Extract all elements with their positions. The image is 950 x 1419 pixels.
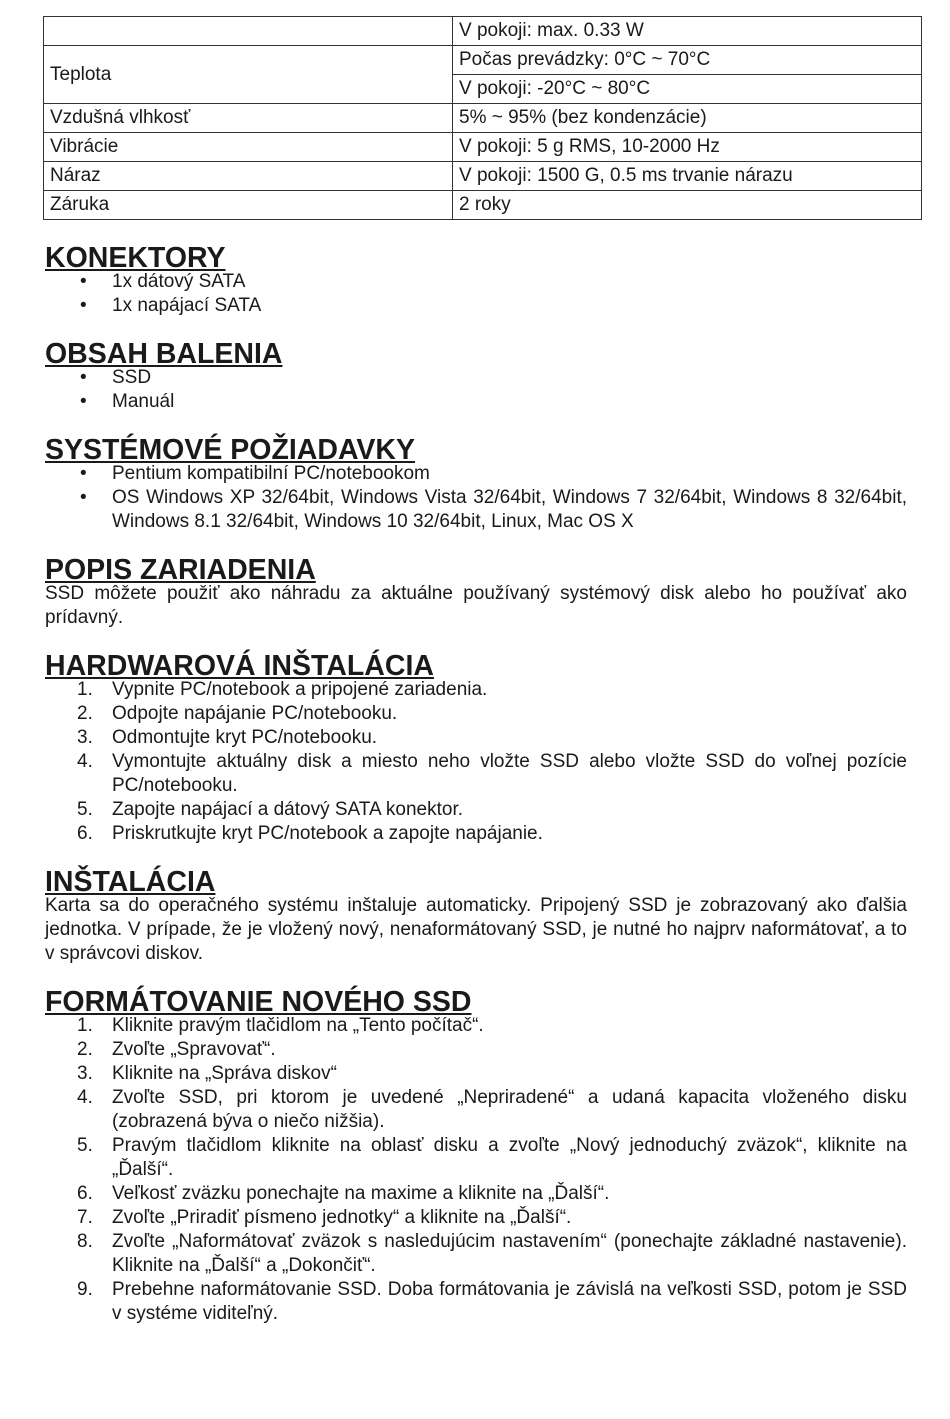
step-text: Priskrutkujte kryt PC/notebook a zapojte napájanie. [112,823,543,844]
spec-label: Náraz [44,162,453,191]
spec-value: Počas prevádzky: 0°C ~ 70°C [453,46,922,75]
step-number: 7. [77,1207,93,1228]
table-row [44,191,922,220]
table-row [44,133,922,162]
spec-table [43,16,922,220]
section-formatovanie [45,986,907,1326]
list-item: • Manuál [45,390,907,414]
spec-value: 5% ~ 95% (bez kondenzácie) [453,104,922,133]
table-row [44,46,922,75]
section-heading: SYSTÉMOVÉ POŽIADAVKY [45,434,416,466]
spec-value: 2 roky [453,191,922,220]
step-number: 1. [77,1015,93,1036]
table-row [44,17,922,46]
step-text: Kliknite pravým tlačidlom na „Tento počítač“. [112,1015,484,1036]
spec-label: Vibrácie [44,133,453,162]
step-text: Zvoľte „Naformátovať zväzok s nasledujúcim nastavením“ (ponechajte základné nastavenie). Kliknite na „Ďalší“ a „Dokončiť“. [112,1231,907,1276]
list-item [45,1182,907,1206]
section-konektory [45,242,907,318]
step-text: Vymontujte aktuálny disk a miesto neho vložte SSD alebo vložte SSD do voľnej pozície PC/notebooku. [112,751,907,796]
bullet-list [45,270,907,318]
step-text: Kliknite na „Správa diskov“ [112,1063,337,1084]
table-row [44,162,922,191]
step-number: 4. [77,751,93,772]
step-number: 6. [77,1183,93,1204]
step-text: Odmontujte kryt PC/notebooku. [112,727,378,748]
list-item [45,726,907,750]
list-item [45,1062,907,1086]
numbered-list [45,678,907,846]
spec-label: Vzdušná vlhkosť [44,104,453,133]
step-text: Vypnite PC/notebook a pripojené zariadenia. [112,679,488,700]
list-item: • 1x dátový SATA [45,270,907,294]
section-instalacia [45,866,907,966]
list-item [45,1134,907,1182]
list-item: • 1x napájací SATA [45,294,907,318]
section-hardwarova-instalacia [45,650,907,846]
step-number: 2. [77,703,93,724]
step-number: 2. [77,1039,93,1060]
step-number: 4. [77,1087,93,1108]
list-item [45,798,907,822]
list-item [45,1014,907,1038]
list-item [45,822,907,846]
numbered-list [45,1014,907,1326]
document-body [45,242,907,1350]
table-row [44,104,922,133]
list-item [45,750,907,798]
step-text: Zvoľte „Priradiť písmeno jednotky“ a kliknite na „Ďalší“. [112,1207,572,1228]
step-number: 3. [77,1063,93,1084]
spec-label [44,17,453,46]
list-item: • SSD [45,366,907,390]
step-number: 5. [77,1135,93,1156]
section-heading: KONEKTORY [45,242,226,274]
step-number: 3. [77,727,93,748]
list-item: • Pentium kompatibilní PC/notebookom [45,462,907,486]
step-text: Zvoľte „Spravovať“. [112,1039,276,1060]
paragraph: SSD môžete použiť ako náhradu za aktuálne používaný systémový disk alebo ho používať ako prídavný. [45,583,907,628]
list-item [45,1086,907,1134]
list-item [45,1230,907,1278]
list-item [45,702,907,726]
section-obsah-balenia [45,338,907,414]
step-text: Odpojte napájanie PC/notebooku. [112,703,398,724]
spec-label: Záruka [44,191,453,220]
list-item: • OS Windows XP 32/64bit, Windows Vista 32/64bit, Windows 7 32/64bit, Windows 8 32/64bit, Windows 8.1 32/64bit, Windows 10 32/64bit, Linux, Mac OS X [45,486,907,534]
section-systemove-poziadavky [45,434,907,534]
section-popis-zariadenia [45,554,907,630]
section-heading: FORMÁTOVANIE NOVÉHO SSD [45,986,472,1018]
section-heading: HARDWAROVÁ INŠTALÁCIA [45,650,434,682]
step-number: 1. [77,679,93,700]
list-item [45,1038,907,1062]
bullet-list [45,366,907,414]
spec-value: V pokoji: 1500 G, 0.5 ms trvanie nárazu [453,162,922,191]
paragraph: Karta sa do operačného systému inštaluje automaticky. Pripojený SSD je zobrazovaný ako ďalšia jednotka. V prípade, že je vložený nový, nenaformátovaný SSD, je nutné ho najprv naformátovať, a to v správcovi diskov. [45,895,907,964]
step-text: Prebehne naformátovanie SSD. Doba formátovania je závislá na veľkosti SSD, potom je SSD v systéme viditeľný. [112,1279,907,1324]
section-heading: INŠTALÁCIA [45,866,216,898]
list-item [45,1206,907,1230]
spec-value: V pokoji: 5 g RMS, 10-2000 Hz [453,133,922,162]
step-text: Pravým tlačidlom kliknite na oblasť disku a zvoľte „Nový jednoduchý zväzok“, kliknite na „Ďalší“. [112,1135,907,1180]
spec-label: Teplota [44,46,453,104]
section-heading: OBSAH BALENIA [45,338,283,370]
step-text: Zvoľte SSD, pri ktorom je uvedené „Nepriradené“ a udaná kapacita vloženého disku (zobrazená býva o niečo nižšia). [112,1087,907,1132]
step-number: 6. [77,823,93,844]
spec-value: V pokoji: max. 0.33 W [453,17,922,46]
list-item [45,1278,907,1326]
step-text: Veľkosť zväzku ponechajte na maxime a kliknite na „Ďalší“. [112,1183,610,1204]
step-number: 8. [77,1231,93,1252]
step-text: Zapojte napájací a dátový SATA konektor. [112,799,464,820]
list-item [45,678,907,702]
step-number: 9. [77,1279,93,1300]
section-heading: POPIS ZARIADENIA [45,554,316,586]
bullet-list [45,462,907,534]
step-number: 5. [77,799,93,820]
spec-value: V pokoji: -20°C ~ 80°C [453,75,922,104]
